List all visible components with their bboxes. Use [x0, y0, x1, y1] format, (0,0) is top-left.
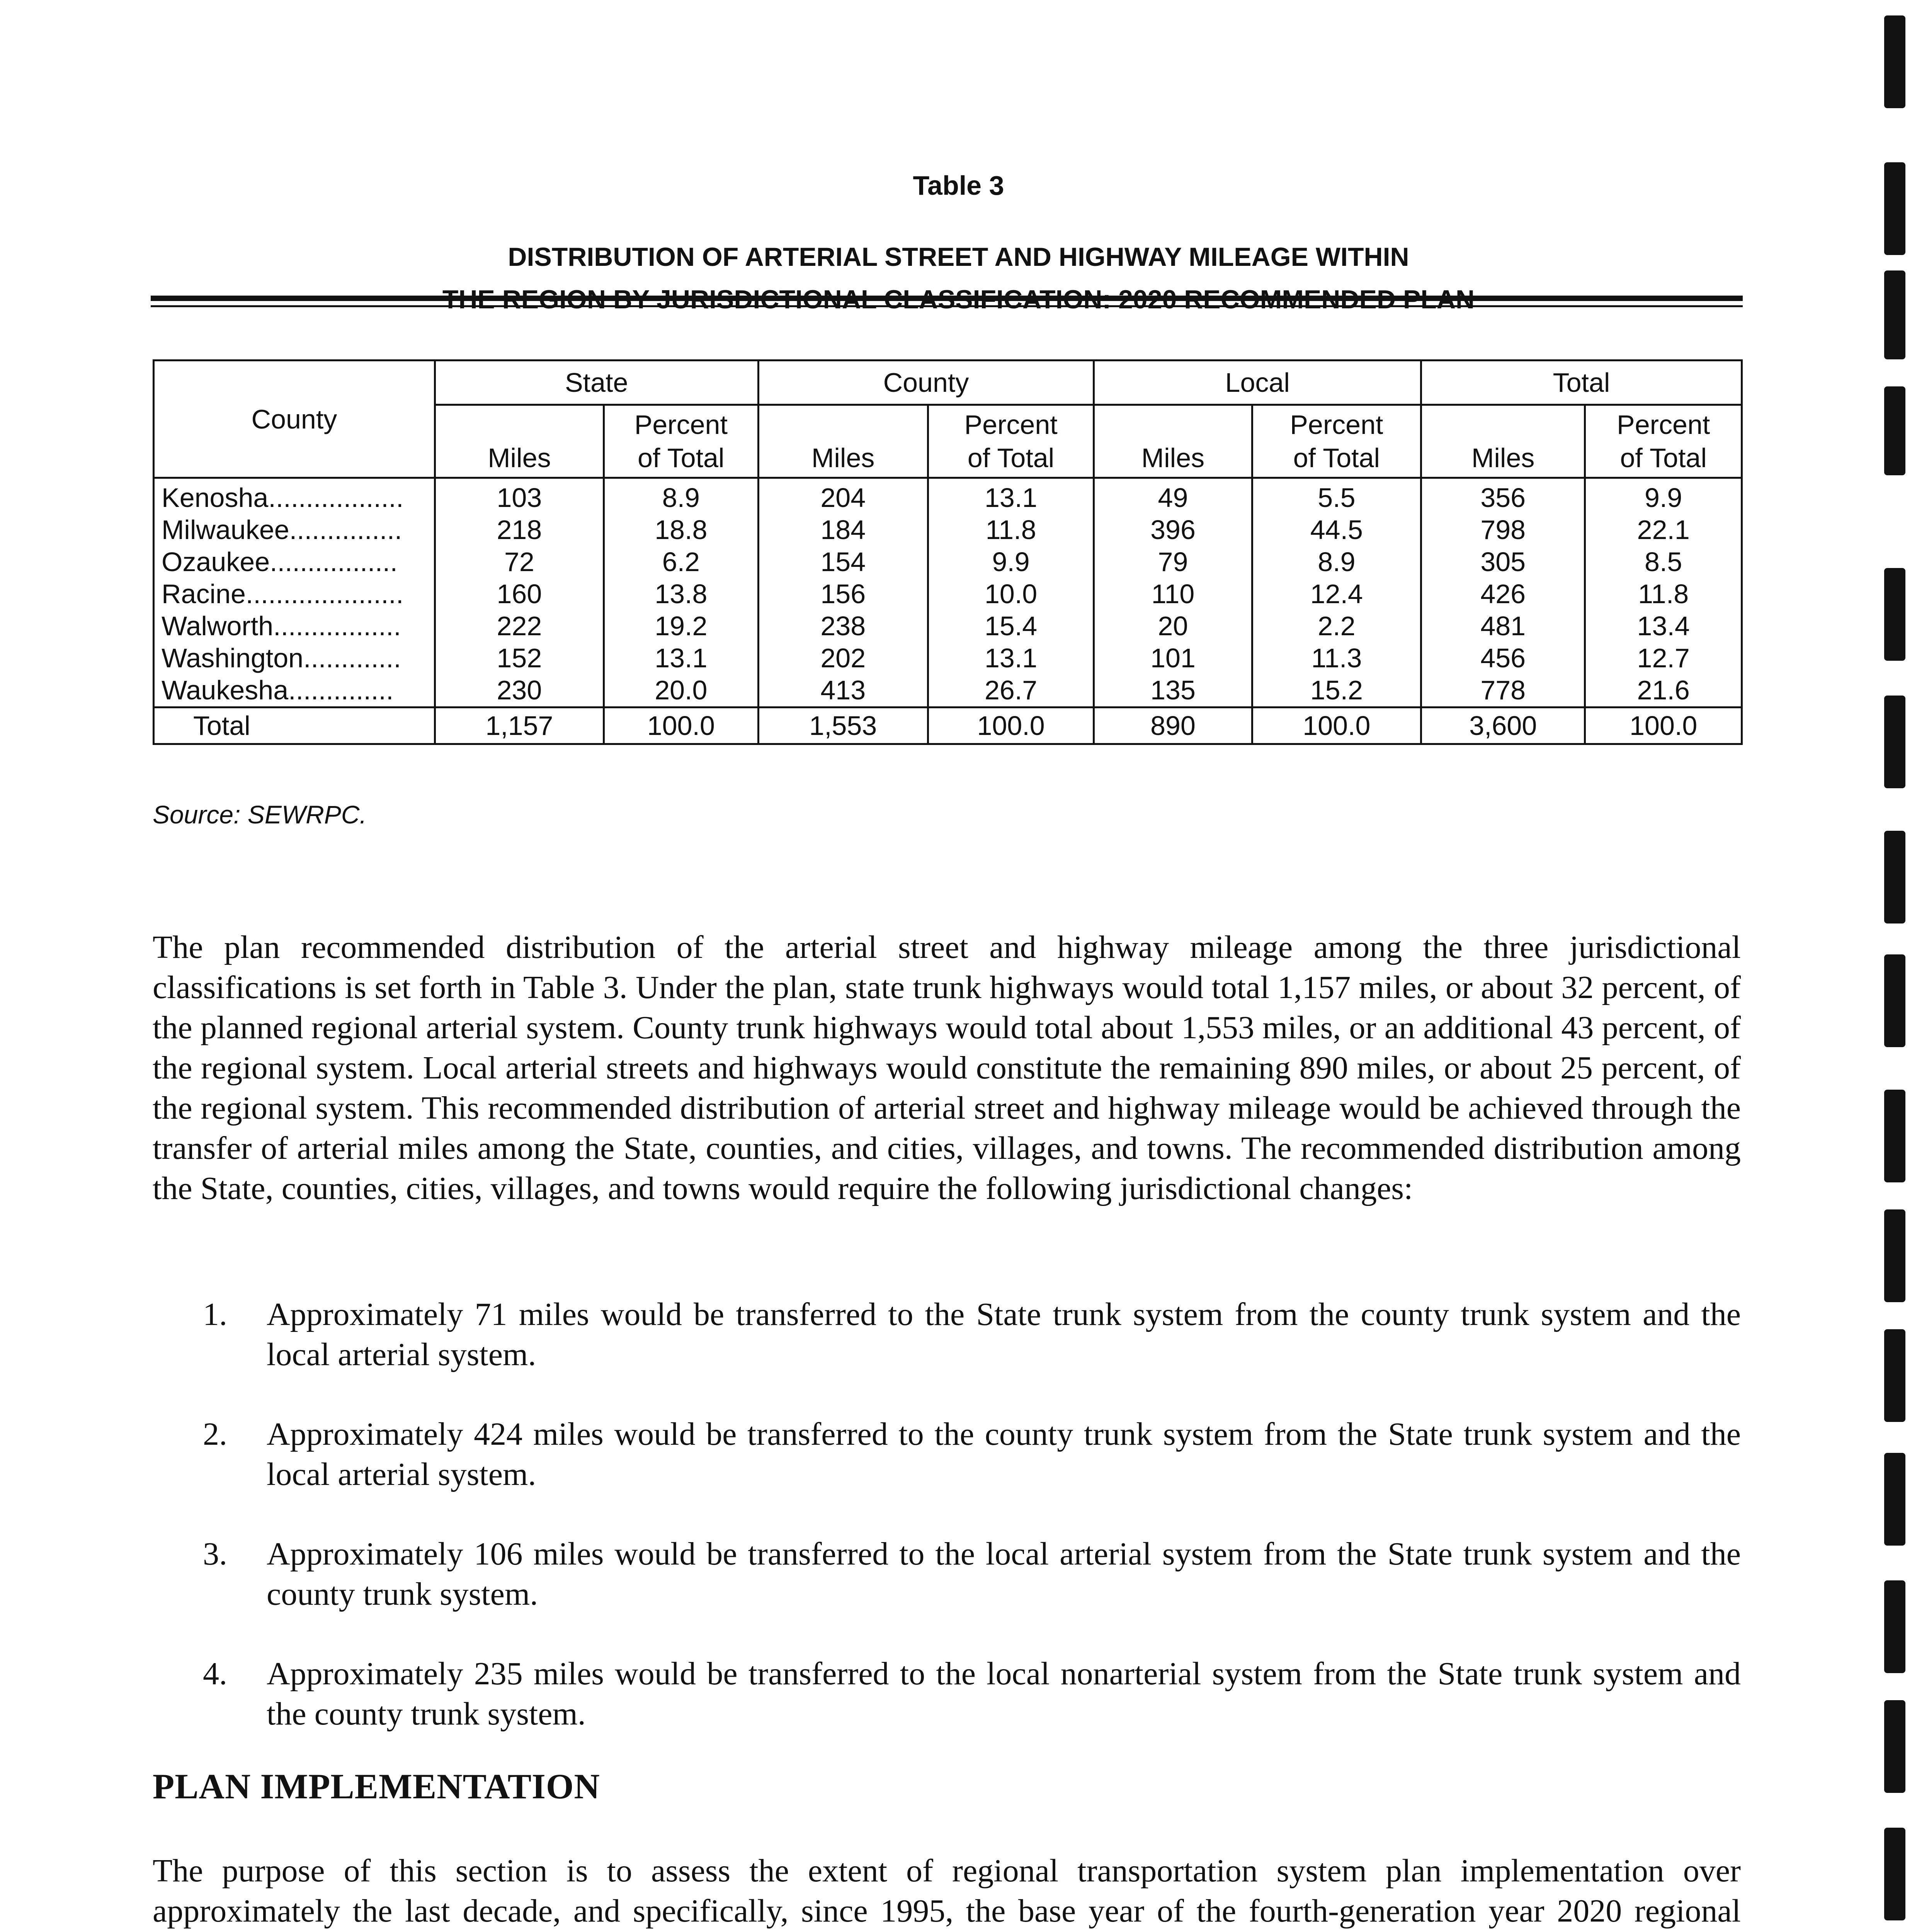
table-title [0, 236, 1917, 321]
cell-county-pct: 13.1 [928, 642, 1094, 674]
cell-total-miles: 778 [1421, 674, 1585, 707]
binding-punch-mark [1884, 1828, 1905, 1920]
cell-county-miles: 238 [758, 610, 928, 642]
cell-state-pct: 20.0 [604, 674, 759, 707]
table-top-rule [151, 296, 1743, 301]
cell-total-miles: 356 [1421, 478, 1585, 514]
cell-county-pct: 9.9 [928, 546, 1094, 578]
cell-county: Waukesha.............. [154, 674, 435, 707]
binding-punch-mark [1884, 1700, 1905, 1793]
total-state-pct: 100.0 [604, 707, 759, 744]
binding-punch-mark [1884, 1090, 1905, 1182]
subheader-percent: Percent of Total [1585, 405, 1742, 478]
cell-total-pct: 11.8 [1585, 578, 1742, 610]
total-local-miles: 890 [1094, 707, 1252, 744]
intro-paragraph: The plan recommended distribution of the arterial street and highway mileage among the three jurisdictional classifications is set forth in Table 3. Under the plan, state trunk highways would total 1,157 miles, or about 32 percent, of the planned regional arterial system. County trunk highways would total about 1,553 miles, or an additional 43 percent, of the regional system. Local arterial streets and highways would constitute the remaining 890 miles, or about 25 percent, of the regional system. This recommended distribution of arterial street and highway mileage would be achieved through the transfer of arterial miles among the State, counties, and cities, villages, and towns. The recommended distribution among the State, counties, cities, villages, and towns would require the following jurisdictional changes: [153, 929, 1741, 1206]
binding-punch-mark [1884, 270, 1905, 359]
binding-punch-mark [1884, 1329, 1905, 1422]
subheader-percent: Percent of Total [604, 405, 759, 478]
binding-punch-mark [1884, 696, 1905, 788]
cell-local-pct: 11.3 [1252, 642, 1421, 674]
cell-county: Ozaukee................. [154, 546, 435, 578]
cell-county: Washington............. [154, 642, 435, 674]
cell-state-miles: 230 [435, 674, 604, 707]
table-top-rule-thin [151, 305, 1743, 307]
cell-local-pct: 12.4 [1252, 578, 1421, 610]
cell-local-miles: 79 [1094, 546, 1252, 578]
header-group-county: County [758, 361, 1094, 405]
list-text: Approximately 106 miles would be transferred to the local arterial system from the State trunk system and the county trunk system. [267, 1536, 1741, 1612]
cell-county: Racine..................... [154, 578, 435, 610]
total-county-pct: 100.0 [928, 707, 1094, 744]
table-row [154, 674, 1742, 707]
cell-local-miles: 49 [1094, 478, 1252, 514]
list-number: 1. [203, 1296, 227, 1332]
subheader-miles: Miles [1094, 405, 1252, 478]
table-source: Source: SEWRPC. [153, 800, 367, 829]
binding-punch-mark [1884, 162, 1905, 255]
table-body [154, 478, 1742, 707]
cell-total-miles: 798 [1421, 514, 1585, 546]
cell-local-pct: 5.5 [1252, 478, 1421, 514]
table-total-row [154, 707, 1742, 744]
cell-state-miles: 160 [435, 578, 604, 610]
binding-punch-mark [1884, 831, 1905, 923]
table-row [154, 578, 1742, 610]
binding-punch-mark [1884, 1580, 1905, 1673]
list-number: 4. [203, 1656, 227, 1692]
implementation-paragraph: The purpose of this section is to assess the extent of regional transportation system plan implementation over approximately the last decade, and specifically, since 1995, the base year of the fourth-generation year 2020 regional [153, 1853, 1741, 1929]
binding-punch-mark [1884, 15, 1905, 108]
cell-total-miles: 481 [1421, 610, 1585, 642]
cell-total-pct: 9.9 [1585, 478, 1742, 514]
subheader-percent: Percent of Total [928, 405, 1094, 478]
table-row [154, 610, 1742, 642]
cell-local-miles: 110 [1094, 578, 1252, 610]
table-row [154, 546, 1742, 578]
binding-punch-mark [1884, 1209, 1905, 1302]
cell-state-pct: 6.2 [604, 546, 759, 578]
cell-state-miles: 103 [435, 478, 604, 514]
cell-county-pct: 11.8 [928, 514, 1094, 546]
list-number: 3. [203, 1536, 227, 1572]
total-state-miles: 1,157 [435, 707, 604, 744]
subheader-miles: Miles [758, 405, 928, 478]
cell-county-miles: 156 [758, 578, 928, 610]
total-total-pct: 100.0 [1585, 707, 1742, 744]
binding-punch-mark [1884, 568, 1905, 661]
cell-state-pct: 13.8 [604, 578, 759, 610]
header-group-local: Local [1094, 361, 1421, 405]
cell-local-miles: 396 [1094, 514, 1252, 546]
subheader-percent: Percent of Total [1252, 405, 1421, 478]
cell-state-miles: 152 [435, 642, 604, 674]
binding-punch-mark [1884, 1453, 1905, 1546]
table-number: Table 3 [913, 170, 1004, 201]
subheader-miles: Miles [435, 405, 604, 478]
cell-state-pct: 8.9 [604, 478, 759, 514]
cell-total-pct: 22.1 [1585, 514, 1742, 546]
cell-county-pct: 26.7 [928, 674, 1094, 707]
cell-state-pct: 13.1 [604, 642, 759, 674]
cell-county-miles: 202 [758, 642, 928, 674]
cell-total-pct: 21.6 [1585, 674, 1742, 707]
cell-state-miles: 72 [435, 546, 604, 578]
total-local-pct: 100.0 [1252, 707, 1421, 744]
total-county-miles: 1,553 [758, 707, 928, 744]
mileage-table [153, 359, 1743, 745]
table-row [154, 478, 1742, 514]
header-group-total: Total [1421, 361, 1742, 405]
cell-total-pct: 8.5 [1585, 546, 1742, 578]
cell-state-pct: 19.2 [604, 610, 759, 642]
cell-county: Walworth................. [154, 610, 435, 642]
cell-total-pct: 12.7 [1585, 642, 1742, 674]
cell-county-pct: 13.1 [928, 478, 1094, 514]
cell-county: Milwaukee............... [154, 514, 435, 546]
cell-county: Kenosha.................. [154, 478, 435, 514]
total-label: Total [154, 707, 435, 744]
cell-local-pct: 44.5 [1252, 514, 1421, 546]
section-heading-plan-implementation: PLAN IMPLEMENTATION [153, 1767, 600, 1806]
cell-county-miles: 413 [758, 674, 928, 707]
binding-punch-mark [1884, 386, 1905, 475]
list-text: Approximately 71 miles would be transferred to the State trunk system from the county trunk system and the local arterial system. [267, 1296, 1741, 1372]
cell-state-miles: 218 [435, 514, 604, 546]
cell-total-miles: 305 [1421, 546, 1585, 578]
cell-county-miles: 204 [758, 478, 928, 514]
list-number: 2. [203, 1416, 227, 1452]
total-total-miles: 3,600 [1421, 707, 1585, 744]
cell-county-miles: 154 [758, 546, 928, 578]
cell-county-pct: 15.4 [928, 610, 1094, 642]
cell-local-pct: 2.2 [1252, 610, 1421, 642]
subheader-miles: Miles [1421, 405, 1585, 478]
cell-local-miles: 20 [1094, 610, 1252, 642]
list-text: Approximately 424 miles would be transferred to the county trunk system from the State trunk system and the local arterial system. [267, 1416, 1741, 1492]
header-county: County [154, 361, 435, 478]
table-title-line1: DISTRIBUTION OF ARTERIAL STREET AND HIGHWAY MILEAGE WITHIN [508, 242, 1409, 272]
cell-total-miles: 456 [1421, 642, 1585, 674]
cell-local-pct: 8.9 [1252, 546, 1421, 578]
cell-local-miles: 101 [1094, 642, 1252, 674]
cell-state-miles: 222 [435, 610, 604, 642]
cell-county-pct: 10.0 [928, 578, 1094, 610]
binding-punch-mark [1884, 954, 1905, 1047]
table-row [154, 514, 1742, 546]
cell-total-miles: 426 [1421, 578, 1585, 610]
cell-county-miles: 184 [758, 514, 928, 546]
table-row [154, 642, 1742, 674]
cell-local-pct: 15.2 [1252, 674, 1421, 707]
header-group-state: State [435, 361, 758, 405]
cell-local-miles: 135 [1094, 674, 1252, 707]
list-text: Approximately 235 miles would be transferred to the local nonarterial system from the State trunk system and the county trunk system. [267, 1656, 1741, 1732]
cell-total-pct: 13.4 [1585, 610, 1742, 642]
cell-state-pct: 18.8 [604, 514, 759, 546]
